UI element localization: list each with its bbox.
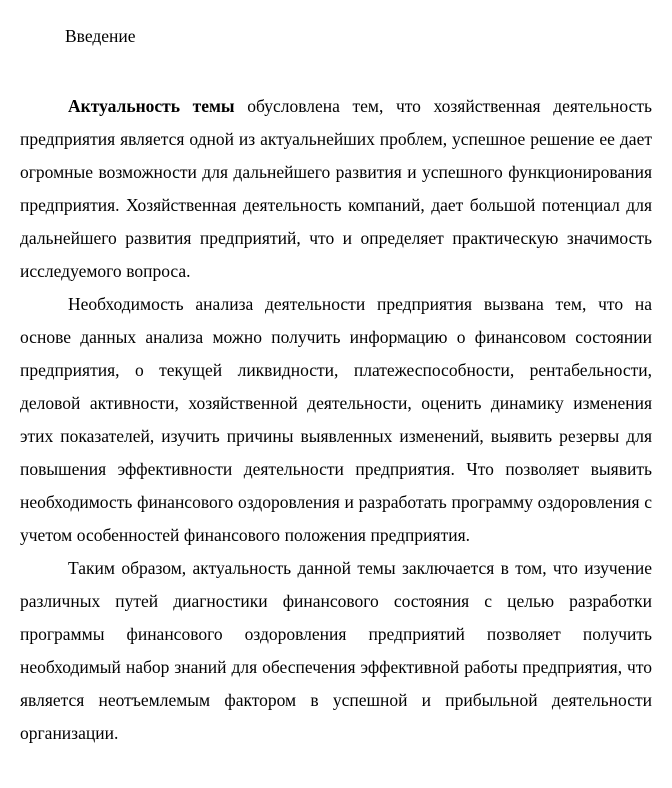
paragraph-text: Таким образом, актуальность данной темы заключается в том, что изучение различных путей диагностики финансового состояния с целью разработки программы финансового оздоровления предприятий позволяет получить необходимый набор знаний для обеспечения эффективной работы предприятия, что является неотъемлемым фактором в успешной и прибыльной деятельности организации. <box>20 558 652 743</box>
heading-spacer <box>20 53 652 90</box>
paragraph-takim-obrazom <box>20 552 652 750</box>
paragraph-text: Необходимость анализа деятельности предприятия вызвана тем, что на основе данных анализа можно получить информацию о финансовом состоянии предприятия, о текущей ликвидности, платежеспособности, рентабельности, деловой активности, хозяйственной деятельности, оценить динамику изменения этих показателей, изучить причины выявленных изменений, выявить резервы для повышения эффективности деятельности предприятия. Что позволяет выявить необходимость финансового оздоровления и разработать программу оздоровления с учетом особенностей финансового положения предприятия. <box>20 294 652 545</box>
page-title: Введение <box>65 26 136 46</box>
paragraph-neobhodimost <box>20 288 652 552</box>
paragraph-lead-bold: Актуальность темы <box>68 96 235 116</box>
paragraph-text: обусловлена тем, что хозяйственная деятельность предприятия является одной из актуальнейших проблем, успешное решение ее дает огромные возможности для дальнейшего развития и успешного функционирования предприятия. Хозяйственная деятельность компаний, дает большой потенциал для дальнейшего развития предприятий, что и определяет практическую значимость исследуемого вопроса. <box>20 96 652 281</box>
paragraph-actualnost <box>20 90 652 288</box>
document-body <box>20 0 652 750</box>
